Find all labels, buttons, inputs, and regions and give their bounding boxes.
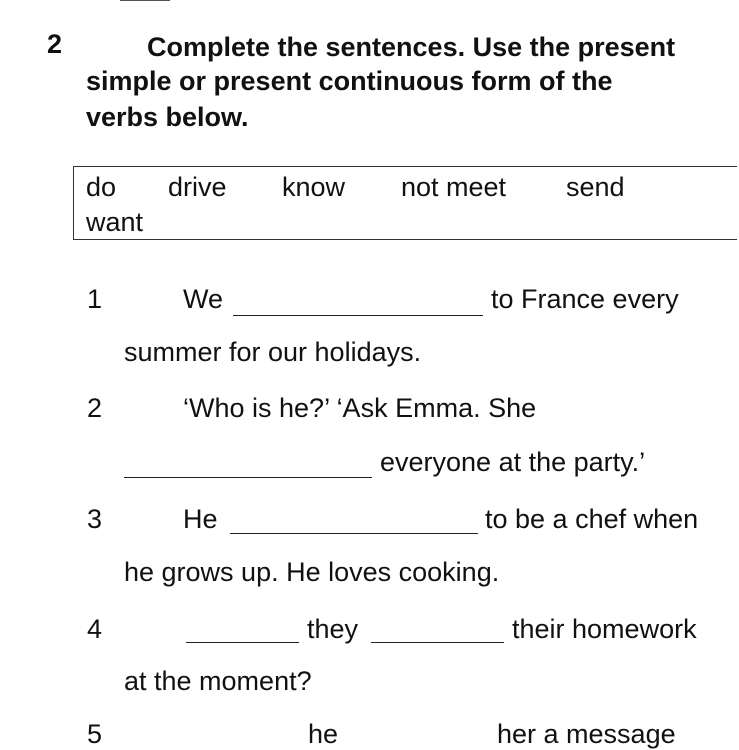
word-box-item: do — [86, 172, 117, 202]
item-text: at the moment? — [124, 666, 312, 696]
word-box-item: want — [86, 207, 144, 237]
item-text: ‘Who is he?’ ‘Ask Emma. She — [183, 393, 537, 423]
item-text: their homework — [512, 614, 697, 644]
word-box-item: drive — [168, 172, 227, 202]
item-number: 1 — [87, 284, 103, 314]
item-text: We — [183, 284, 224, 314]
answer-blank[interactable] — [124, 477, 372, 478]
item-text: to France every — [491, 284, 679, 314]
item-text: he grows up. He loves cooking. — [124, 557, 500, 587]
top-edge-line — [120, 0, 170, 1]
item-number: 3 — [87, 504, 103, 534]
item-text: everyone at the party.’ — [380, 447, 646, 477]
item-text: he — [308, 719, 339, 749]
answer-blank[interactable] — [186, 642, 299, 643]
item-text: her a message — [497, 719, 676, 749]
answer-blank[interactable] — [230, 533, 478, 534]
item-number: 4 — [87, 614, 103, 644]
instruction-line-1: Complete the sentences. Use the present — [147, 32, 676, 62]
item-text: to be a chef when — [485, 504, 699, 534]
item-text: summer for our holidays. — [124, 337, 422, 367]
word-box-item: send — [566, 172, 625, 202]
item-number: 2 — [87, 393, 103, 423]
instruction-line-2: simple or present continuous form of the — [86, 66, 613, 96]
answer-blank[interactable] — [233, 315, 483, 316]
item-text: they — [307, 614, 359, 644]
exercise-number: 2 — [47, 29, 63, 59]
instruction-line-3: verbs below. — [86, 102, 249, 132]
word-box-item: not meet — [401, 172, 507, 202]
word-box-item: know — [282, 172, 346, 202]
item-number: 5 — [87, 719, 103, 749]
answer-blank[interactable] — [371, 642, 504, 643]
item-text: He — [183, 504, 218, 534]
